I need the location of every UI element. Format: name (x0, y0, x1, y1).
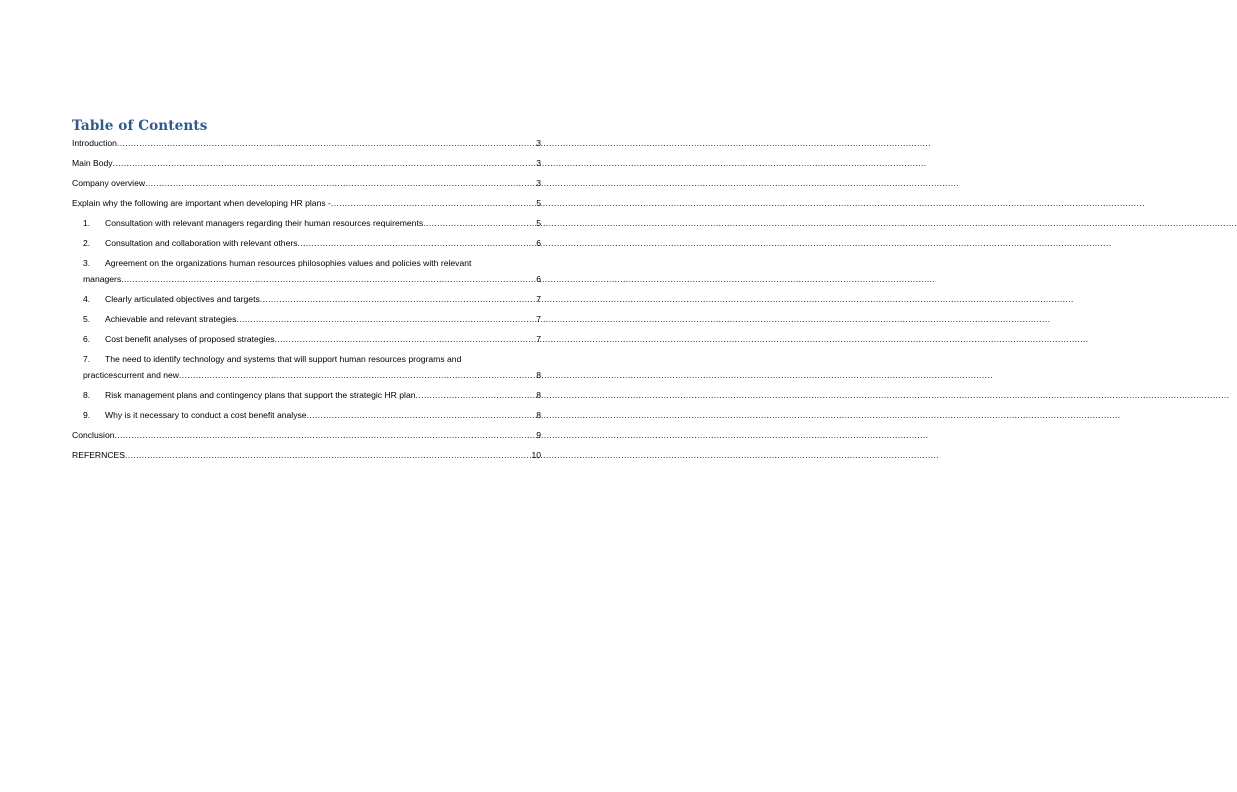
toc-leader-dots (179, 370, 535, 381)
toc-leader-dots (423, 218, 535, 229)
toc-item-number: 9. (83, 410, 91, 420)
toc-entry-item-3[interactable] (72, 258, 541, 285)
toc-item-number: 6. (83, 334, 91, 344)
toc-leader-dots (113, 158, 536, 169)
toc-page-number: 3 (536, 178, 541, 188)
toc-item-number: 5. (83, 314, 91, 324)
toc-entry-item-4[interactable] (72, 294, 541, 305)
toc-leader-dots (121, 274, 535, 285)
toc-leader-dots (115, 430, 536, 441)
toc-page-number: 5 (536, 218, 541, 228)
toc-entry-text: Why is it necessary to conduct a cost benefit analyse (105, 410, 307, 420)
toc-entry-main-body[interactable] (72, 158, 541, 169)
toc-entry-text: REFERNCES (72, 450, 126, 460)
toc-leader-dots (331, 198, 535, 209)
toc-leader-dots (275, 334, 536, 345)
toc-item-number: 2. (83, 238, 91, 248)
toc-item-number: 4. (83, 294, 91, 304)
toc-entry-text: Achievable and relevant strategies (105, 314, 237, 324)
toc-entry-item-7[interactable] (72, 354, 541, 381)
toc-entry-text: Consultation with relevant managers regarding their human resources requirements (105, 218, 424, 228)
toc-leader-dots (416, 390, 536, 401)
toc-item-number: 3. (83, 258, 91, 268)
toc-entry-item-1[interactable] (72, 218, 541, 229)
toc-entry-item-9[interactable] (72, 410, 541, 421)
document-page (0, 0, 612, 792)
toc-entry-text: Main Body (72, 158, 113, 168)
toc-page-number: 7 (536, 314, 541, 324)
table-of-contents (72, 117, 541, 470)
toc-page-number: 7 (536, 334, 541, 344)
toc-entry-item-8[interactable] (72, 390, 541, 401)
toc-entry-text: Company overview (72, 178, 146, 188)
toc-leader-dots (236, 314, 535, 325)
toc-leader-dots (125, 450, 530, 461)
toc-page-number: 9 (536, 430, 541, 440)
toc-item-number: 7. (83, 354, 91, 364)
toc-page-number: 8 (536, 410, 541, 420)
toc-entry-item-6[interactable] (72, 334, 541, 345)
toc-entry-text: managers (83, 274, 122, 284)
toc-leader-dots (298, 238, 536, 249)
toc-entry-text: Consultation and collaboration with relevant others (105, 238, 298, 248)
toc-entry-item-2[interactable] (72, 238, 541, 249)
toc-entry-references[interactable] (72, 450, 541, 461)
toc-entry-conclusion[interactable] (72, 430, 541, 441)
toc-entry-text: practicescurrent and new (83, 370, 180, 380)
toc-entry-introduction[interactable] (72, 138, 541, 149)
toc-entry-text: Conclusion (72, 430, 115, 440)
toc-page-number: 7 (536, 294, 541, 304)
toc-title: Table of Contents (72, 118, 208, 134)
toc-page-number: 6 (536, 274, 541, 284)
toc-entry-text: Explain why the following are important when developing HR plans - (72, 198, 331, 208)
toc-leader-dots (117, 138, 535, 149)
toc-page-number: 3 (536, 138, 541, 148)
toc-item-number: 1. (83, 218, 91, 228)
toc-page-number: 10 (531, 450, 541, 460)
toc-page-number: 8 (536, 370, 541, 380)
toc-page-number: 8 (536, 390, 541, 400)
toc-page-number: 5 (536, 198, 541, 208)
toc-leader-dots (260, 294, 535, 305)
toc-entry-text-line1: Agreement on the organizations human resources philosophies values and policies with relevant (105, 258, 472, 268)
toc-entry-text: Cost benefit analyses of proposed strategies (105, 334, 275, 344)
toc-entry-company-overview[interactable] (72, 178, 541, 189)
toc-leader-dots (307, 410, 536, 421)
toc-item-number: 8. (83, 390, 91, 400)
toc-entry-text: Clearly articulated objectives and targets (105, 294, 260, 304)
toc-entry-text-line1: The need to identify technology and systems that will support human resources programs and (105, 354, 462, 364)
toc-page-number: 6 (536, 238, 541, 248)
toc-entry-text: Introduction (72, 138, 117, 148)
toc-entry-explain-why[interactable] (72, 198, 541, 209)
toc-entry-item-5[interactable] (72, 314, 541, 325)
toc-page-number: 3 (536, 158, 541, 168)
toc-leader-dots (145, 178, 535, 189)
toc-entry-text: Risk management plans and contingency plans that support the strategic HR plan (105, 390, 416, 400)
